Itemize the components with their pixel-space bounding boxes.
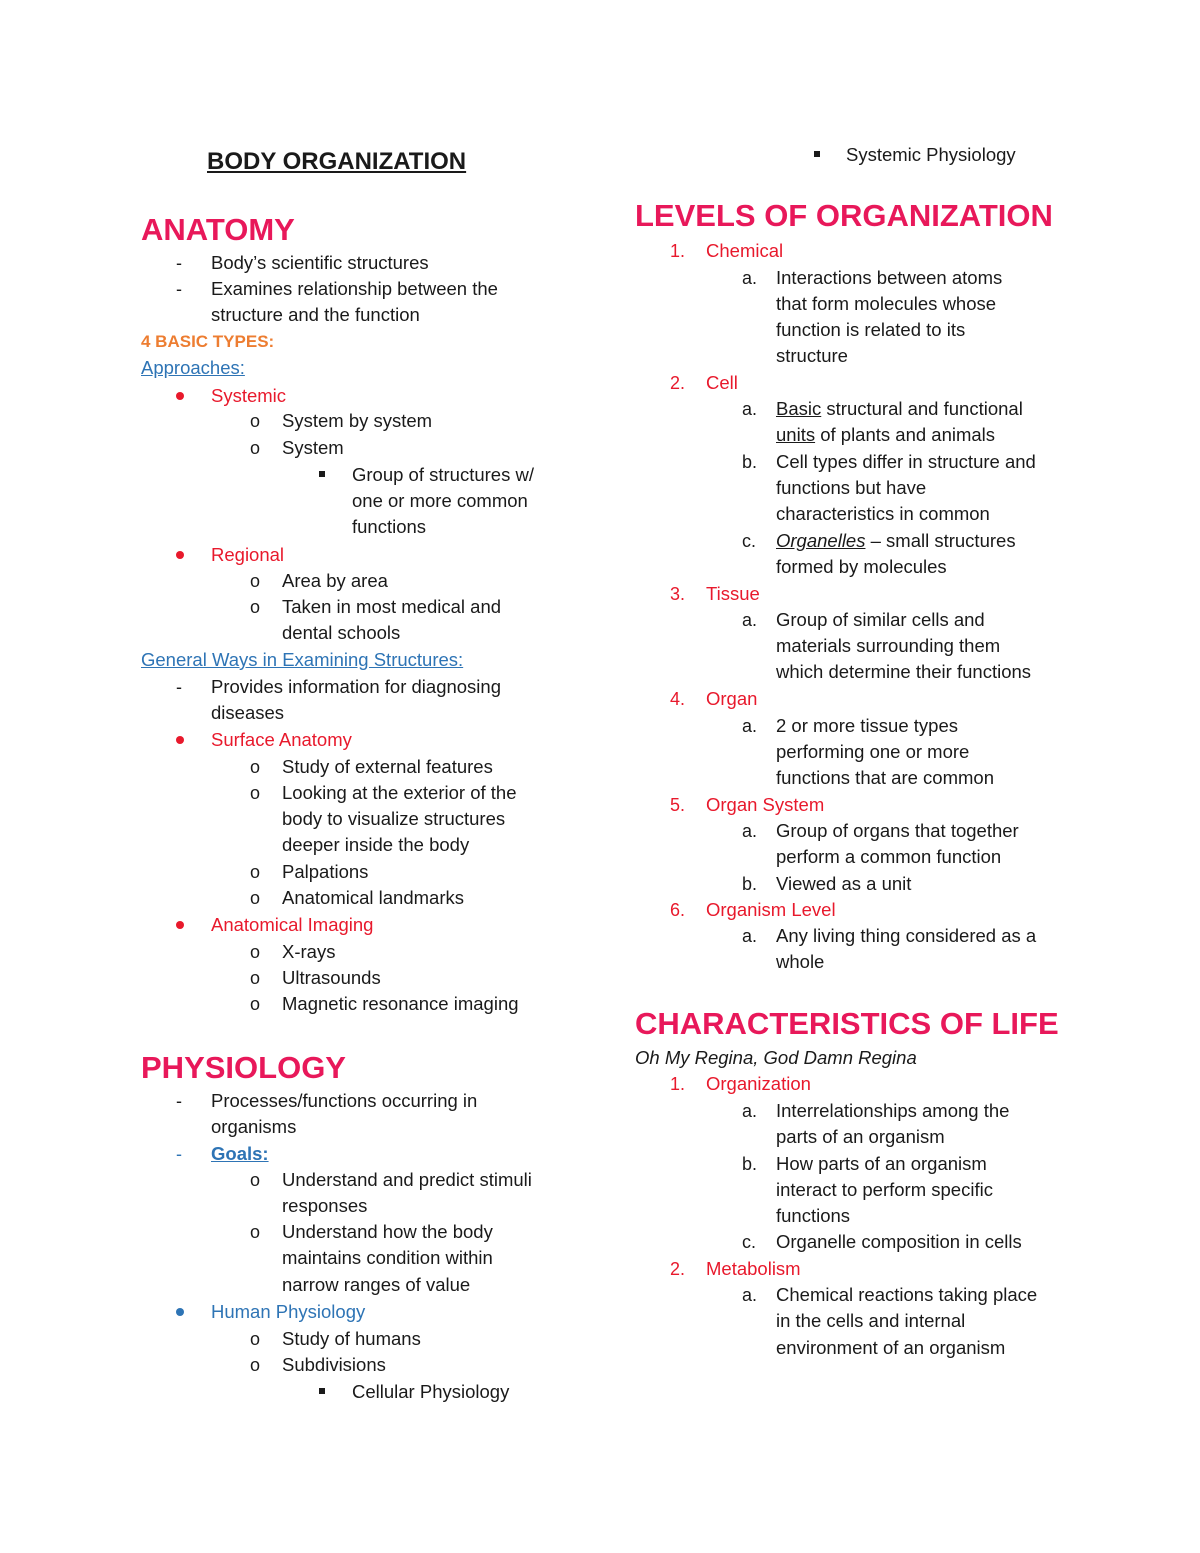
systemic-label: Systemic	[211, 385, 287, 406]
looking-exterior-c: deeper inside the body	[282, 834, 470, 855]
letter-a: a.	[742, 1101, 758, 1121]
subdivisions: Subdivisions	[282, 1354, 386, 1375]
circle-bullet: o	[250, 1170, 261, 1190]
letter-b: b.	[742, 874, 758, 894]
organism-desc-1: Any living thing considered as a	[776, 925, 1037, 946]
units-underlined: units	[776, 424, 816, 445]
dash-bullet: -	[176, 253, 182, 273]
anatomical-landmarks: Anatomical landmarks	[282, 887, 464, 908]
goals-label: Goals:	[211, 1143, 269, 1164]
letter-b: b.	[742, 452, 758, 472]
group-structures-a: Group of structures w/	[352, 464, 534, 485]
life-heading: CHARACTERISTICS OF LIFE	[635, 1006, 1059, 1041]
circle-bullet: o	[250, 411, 261, 431]
basic-types-label: 4 BASIC TYPES:	[141, 332, 275, 351]
tissue-desc-1: Group of similar cells and	[776, 609, 985, 630]
chemical-desc-4: structure	[776, 345, 848, 366]
looking-exterior-b: body to visualize structures	[282, 808, 506, 829]
cell-desc-a2: units of plants and animals	[776, 424, 996, 445]
anatomy-heading: ANATOMY	[141, 212, 295, 247]
life-organization: Organization	[706, 1073, 811, 1094]
organization-desc-b2: interact to perform specific	[776, 1179, 993, 1200]
number-2: 2.	[670, 1259, 686, 1279]
provides-info-b: diseases	[211, 702, 285, 723]
ultrasounds: Ultrasounds	[282, 967, 381, 988]
blue-bullet-icon	[176, 1308, 184, 1316]
circle-bullet: o	[250, 942, 261, 962]
letter-b: b.	[742, 1154, 758, 1174]
organization-desc-c1: Organelle composition in cells	[776, 1231, 1022, 1252]
processes-a: Processes/functions occurring in	[211, 1090, 478, 1111]
chemical-desc-2: that form molecules whose	[776, 293, 997, 314]
number-4: 4.	[670, 689, 686, 709]
number-1: 1.	[670, 1074, 686, 1094]
human-physiology-label: Human Physiology	[211, 1301, 366, 1322]
cell-desc-c2: formed by molecules	[776, 556, 947, 577]
level-organ-system: Organ System	[706, 794, 825, 815]
number-5: 5.	[670, 795, 686, 815]
tissue-desc-3: which determine their functions	[776, 661, 1032, 682]
organ-system-desc-1: Group of organs that together	[776, 820, 1019, 841]
chemical-desc-1: Interactions between atoms	[776, 267, 1003, 288]
circle-bullet: o	[250, 1222, 261, 1242]
cell-desc-b3: characteristics in common	[776, 503, 990, 524]
tissue-desc-2: materials surrounding them	[776, 635, 1001, 656]
understand-stimuli-b: responses	[282, 1195, 368, 1216]
circle-bullet: o	[250, 1355, 261, 1375]
organ-desc-3: functions that are common	[776, 767, 994, 788]
circle-bullet: o	[250, 862, 261, 882]
letter-c: c.	[742, 1232, 757, 1252]
metabolism-desc-2: in the cells and internal	[776, 1310, 966, 1331]
circle-bullet: o	[250, 783, 261, 803]
circle-bullet: o	[250, 888, 261, 908]
red-bullet-icon	[176, 921, 184, 929]
cell-desc-b1: Cell types differ in structure and	[776, 451, 1036, 472]
organ-desc-1: 2 or more tissue types	[776, 715, 958, 736]
letter-a: a.	[742, 1285, 758, 1305]
metabolism-desc-3: environment of an organism	[776, 1337, 1006, 1358]
processes-b: organisms	[211, 1116, 297, 1137]
level-organism: Organism Level	[706, 899, 836, 920]
red-bullet-icon	[176, 551, 184, 559]
system-by-system: System by system	[282, 410, 433, 431]
letter-c: c.	[742, 531, 757, 551]
level-organ: Organ	[706, 688, 758, 709]
systemic-physiology: Systemic Physiology	[846, 144, 1016, 165]
level-cell: Cell	[706, 372, 738, 393]
red-bullet-icon	[176, 736, 184, 744]
understand-body-b: maintains condition within	[282, 1247, 493, 1268]
group-structures-c: functions	[352, 516, 427, 537]
number-2: 2.	[670, 373, 686, 393]
circle-bullet: o	[250, 1329, 261, 1349]
organization-desc-b1: How parts of an organism	[776, 1153, 987, 1174]
square-bullet-icon	[814, 151, 820, 157]
circle-bullet: o	[250, 597, 261, 617]
number-1: 1.	[670, 241, 686, 261]
levels-heading: LEVELS OF ORGANIZATION	[635, 198, 1053, 233]
system-label: System	[282, 437, 344, 458]
palpations: Palpations	[282, 861, 369, 882]
number-3: 3.	[670, 584, 686, 604]
organelles-term: Organelles	[776, 530, 866, 551]
dash-bullet: -	[176, 1091, 182, 1111]
provides-info-a: Provides information for diagnosing	[211, 676, 501, 697]
approaches-label: Approaches:	[141, 357, 245, 378]
number-6: 6.	[670, 900, 686, 920]
understand-body-a: Understand how the body	[282, 1221, 493, 1242]
square-bullet-icon	[319, 1388, 325, 1394]
dash-bullet: -	[176, 279, 182, 299]
organism-desc-2: whole	[776, 951, 825, 972]
study-humans: Study of humans	[282, 1328, 421, 1349]
magnetic-resonance: Magnetic resonance imaging	[282, 993, 519, 1014]
taken-schools-b: dental schools	[282, 622, 401, 643]
physiology-heading: PHYSIOLOGY	[141, 1050, 346, 1085]
anatomical-imaging-label: Anatomical Imaging	[211, 914, 374, 935]
cell-desc-c1: Organelles – small structures	[776, 530, 1016, 551]
basic-underlined: Basic	[776, 398, 822, 419]
cell-desc-b2: functions but have	[776, 477, 927, 498]
x-rays: X-rays	[282, 941, 336, 962]
organization-desc-a1: Interrelationships among the	[776, 1100, 1010, 1121]
letter-a: a.	[742, 926, 758, 946]
red-bullet-icon	[176, 392, 184, 400]
taken-schools-a: Taken in most medical and	[282, 596, 502, 617]
circle-bullet: o	[250, 994, 261, 1014]
regional-label: Regional	[211, 544, 285, 565]
letter-a: a.	[742, 610, 758, 630]
organ-system-desc-2: perform a common function	[776, 846, 1002, 867]
understand-stimuli-a: Understand and predict stimuli	[282, 1169, 532, 1190]
circle-bullet: o	[250, 968, 261, 988]
letter-a: a.	[742, 268, 758, 288]
level-tissue: Tissue	[706, 583, 760, 604]
metabolism-desc-1: Chemical reactions taking place	[776, 1284, 1038, 1305]
anatomy-definition-2a: Examines relationship between the	[211, 278, 498, 299]
organ-system-desc-3: Viewed as a unit	[776, 873, 912, 894]
circle-bullet: o	[250, 438, 261, 458]
circle-bullet: o	[250, 571, 261, 591]
level-chemical: Chemical	[706, 240, 784, 261]
dash-bullet: -	[176, 677, 182, 697]
organ-desc-2: performing one or more	[776, 741, 970, 762]
cellular-physiology: Cellular Physiology	[352, 1381, 510, 1402]
organization-desc-a2: parts of an organism	[776, 1126, 945, 1147]
document-title: BODY ORGANIZATION	[207, 148, 467, 175]
study-external: Study of external features	[282, 756, 493, 777]
general-ways-label: General Ways in Examining Structures:	[141, 649, 464, 670]
area-by-area: Area by area	[282, 570, 388, 591]
mnemonic: Oh My Regina, God Damn Regina	[635, 1047, 917, 1068]
anatomy-definition-2b: structure and the function	[211, 304, 420, 325]
anatomy-definition-1: Body’s scientific structures	[211, 252, 429, 273]
circle-bullet: o	[250, 757, 261, 777]
dash-bullet: -	[176, 1144, 182, 1164]
organization-desc-b3: functions	[776, 1205, 851, 1226]
cell-desc-a1: Basic structural and functional	[776, 398, 1023, 419]
surface-anatomy-label: Surface Anatomy	[211, 729, 352, 750]
letter-a: a.	[742, 716, 758, 736]
letter-a: a.	[742, 399, 758, 419]
life-metabolism: Metabolism	[706, 1258, 801, 1279]
square-bullet-icon	[319, 471, 325, 477]
looking-exterior-a: Looking at the exterior of the	[282, 782, 517, 803]
letter-a: a.	[742, 821, 758, 841]
understand-body-c: narrow ranges of value	[282, 1274, 471, 1295]
group-structures-b: one or more common	[352, 490, 528, 511]
chemical-desc-3: function is related to its	[776, 319, 966, 340]
